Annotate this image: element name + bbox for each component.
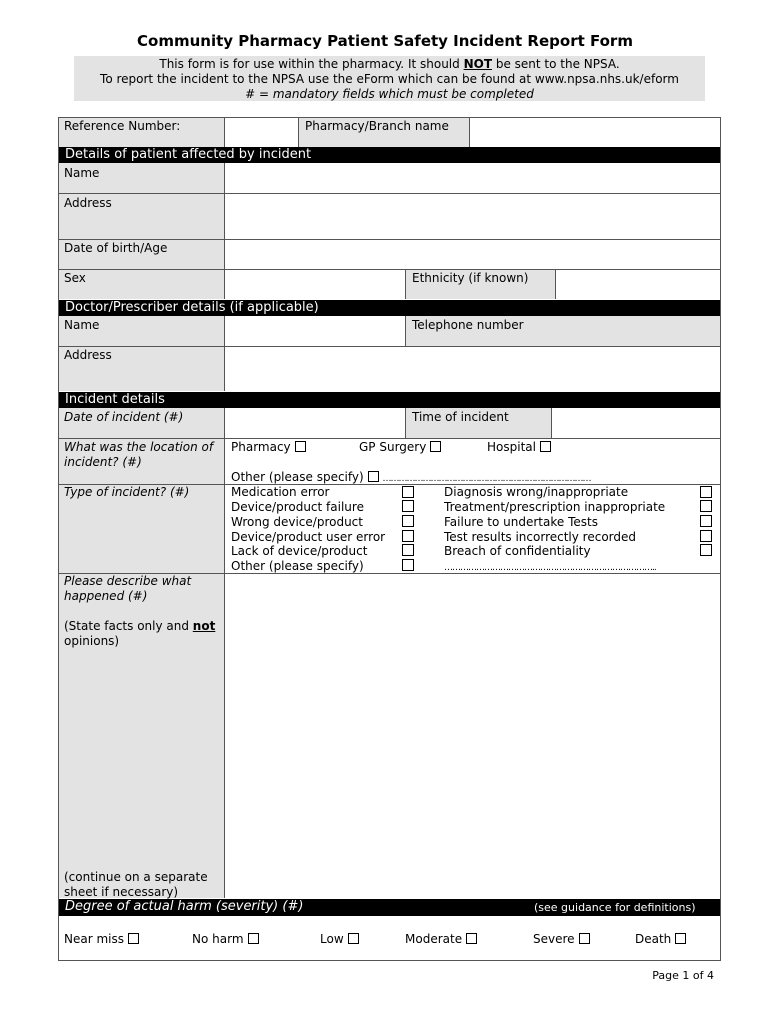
type-treatment-checkbox[interactable] [700, 500, 712, 512]
form-title: Community Pharmacy Patient Safety Incident Report Form [137, 32, 633, 50]
type-other-checkbox[interactable] [402, 559, 414, 571]
location-label-line2: incident? (#) [64, 455, 142, 469]
type-test-results-checkbox[interactable] [700, 530, 712, 542]
doctor-address-label: Address [64, 348, 112, 362]
location-other-checkbox[interactable] [368, 471, 379, 482]
state-facts-line2: opinions) [64, 634, 120, 648]
harm-near-miss-option[interactable] [64, 932, 139, 947]
location-gp-label: GP Surgery [359, 440, 427, 454]
type-confidentiality-checkbox[interactable] [700, 544, 712, 556]
state-facts-a: (State facts only and [64, 619, 193, 633]
type-right-1: Treatment/prescription inappropriate [444, 500, 666, 514]
describe-label-line1: Please describe what [64, 574, 192, 588]
reference-number-label: Reference Number: [64, 119, 181, 133]
continue-note-line1: (continue on a separate [64, 870, 208, 884]
location-pharmacy-label: Pharmacy [231, 440, 291, 454]
location-other-label: Other (please specify) [231, 470, 364, 484]
pharmacy-name-label: Pharmacy/Branch name [305, 119, 449, 133]
type-left-3: Device/product user error [231, 530, 386, 544]
incident-date-input[interactable] [225, 408, 405, 438]
harm-no-harm-label: No harm [192, 932, 244, 946]
patient-sex-input[interactable] [225, 270, 405, 299]
type-diagnosis-checkbox[interactable] [700, 486, 712, 498]
harm-no-harm-option[interactable] [192, 932, 259, 947]
type-wrong-device-checkbox[interactable] [402, 515, 414, 527]
incident-date-label: Date of incident (#) [64, 410, 184, 424]
intro-not: NOT [463, 57, 493, 71]
col-divider [298, 118, 299, 147]
location-label-line1: What was the location of [64, 440, 214, 454]
harm-low-label: Low [320, 932, 344, 946]
type-device-failure-checkbox[interactable] [402, 500, 414, 512]
location-other-dots[interactable]: …………………………………………………………………… [382, 474, 591, 484]
label-bg-incident [59, 408, 224, 898]
harm-severe-checkbox[interactable] [579, 933, 590, 944]
continue-note-line2: sheet if necessary) [64, 885, 179, 899]
patient-sex-label: Sex [64, 271, 86, 285]
harm-section-header [59, 899, 720, 916]
patient-name-label: Name [64, 166, 100, 180]
ethnicity-label: Ethnicity (if known) [412, 271, 529, 285]
type-other-dots[interactable]: …………………………………………………………………….. [444, 563, 656, 573]
telephone-label: Telephone number [412, 318, 524, 332]
type-left-0: Medication error [231, 485, 330, 499]
patient-address-input[interactable] [225, 194, 720, 239]
type-right-4: Breach of confidentiality [444, 544, 591, 558]
patient-dob-label: Date of birth/Age [64, 241, 168, 255]
intro-notice [74, 56, 705, 101]
reference-number-input[interactable] [225, 118, 298, 147]
doctor-name-input[interactable] [225, 316, 405, 346]
type-left-1: Device/product failure [231, 500, 364, 514]
location-label [64, 440, 213, 470]
type-left-5: Other (please specify) [231, 559, 364, 573]
incident-time-label: Time of incident [412, 410, 509, 424]
doctor-name-label: Name [64, 318, 100, 332]
harm-moderate-checkbox[interactable] [466, 933, 477, 944]
state-facts-line1 [64, 619, 215, 634]
harm-guidance: (see guidance for definitions) [534, 901, 696, 914]
row-divider [59, 438, 720, 439]
location-gp-checkbox[interactable] [430, 441, 441, 452]
location-hospital-checkbox[interactable] [540, 441, 551, 452]
harm-severe-label: Severe [533, 932, 575, 946]
incident-time-input[interactable] [552, 408, 720, 438]
patient-dob-input[interactable] [225, 240, 720, 269]
harm-header-label: Degree of actual harm (severity) (#) [65, 899, 304, 914]
type-right-0: Diagnosis wrong/inappropriate [444, 485, 629, 499]
type-tests-checkbox[interactable] [700, 515, 712, 527]
location-pharmacy-option[interactable] [231, 440, 306, 455]
harm-moderate-label: Moderate [405, 932, 463, 946]
patient-section-header: Details of patient affected by incident [59, 147, 720, 163]
harm-no-harm-checkbox[interactable] [248, 933, 259, 944]
harm-low-checkbox[interactable] [348, 933, 359, 944]
continue-note [64, 870, 208, 900]
intro-line1-a: This form is for use within the pharmacy. It should [159, 57, 464, 71]
pharmacy-name-input[interactable] [470, 118, 720, 147]
incident-description-input[interactable] [225, 574, 720, 898]
patient-name-input[interactable] [225, 163, 720, 193]
intro-line2: To report the incident to the NPSA use the eForm which can be found at www.npsa.nhs.uk/eform [100, 72, 679, 86]
type-left-2: Wrong device/product [231, 515, 363, 529]
location-hospital-label: Hospital [487, 440, 536, 454]
col-divider [405, 269, 406, 299]
harm-death-checkbox[interactable] [675, 933, 686, 944]
patient-ethnicity-input[interactable] [556, 270, 720, 299]
intro-line3: # = mandatory fields which must be completed [245, 87, 534, 101]
type-left-4: Lack of device/product [231, 544, 368, 558]
harm-death-label: Death [635, 932, 672, 946]
col-divider [405, 316, 406, 346]
type-lack-device-checkbox[interactable] [402, 544, 414, 556]
location-pharmacy-checkbox[interactable] [295, 441, 306, 452]
location-hospital-option[interactable] [487, 440, 551, 455]
describe-label [64, 574, 215, 649]
harm-near-miss-label: Near miss [64, 932, 124, 946]
type-medication-error-checkbox[interactable] [402, 486, 414, 498]
type-right-2: Failure to undertake Tests [444, 515, 598, 529]
type-user-error-checkbox[interactable] [402, 530, 414, 542]
harm-low-option[interactable] [320, 932, 359, 947]
harm-death-option[interactable] [635, 932, 686, 947]
col-divider [405, 408, 406, 438]
doctor-section-header: Doctor/Prescriber details (if applicable) [59, 300, 720, 316]
harm-severe-option[interactable] [533, 932, 590, 947]
harm-moderate-option[interactable] [405, 932, 477, 947]
harm-near-miss-checkbox[interactable] [128, 933, 139, 944]
page-number: Page 1 of 4 [652, 969, 714, 982]
incident-section-header: Incident details [59, 392, 720, 408]
intro-line1-b: be sent to the NPSA. [492, 57, 620, 71]
doctor-address-input[interactable] [225, 347, 720, 391]
incident-type-label: Type of incident? (#) [64, 485, 190, 499]
patient-address-label: Address [64, 196, 112, 210]
describe-label-line2: happened (#) [64, 589, 148, 603]
state-facts-not: not [192, 619, 216, 633]
location-gp-option[interactable] [359, 440, 441, 455]
type-right-3: Test results incorrectly recorded [444, 530, 636, 544]
